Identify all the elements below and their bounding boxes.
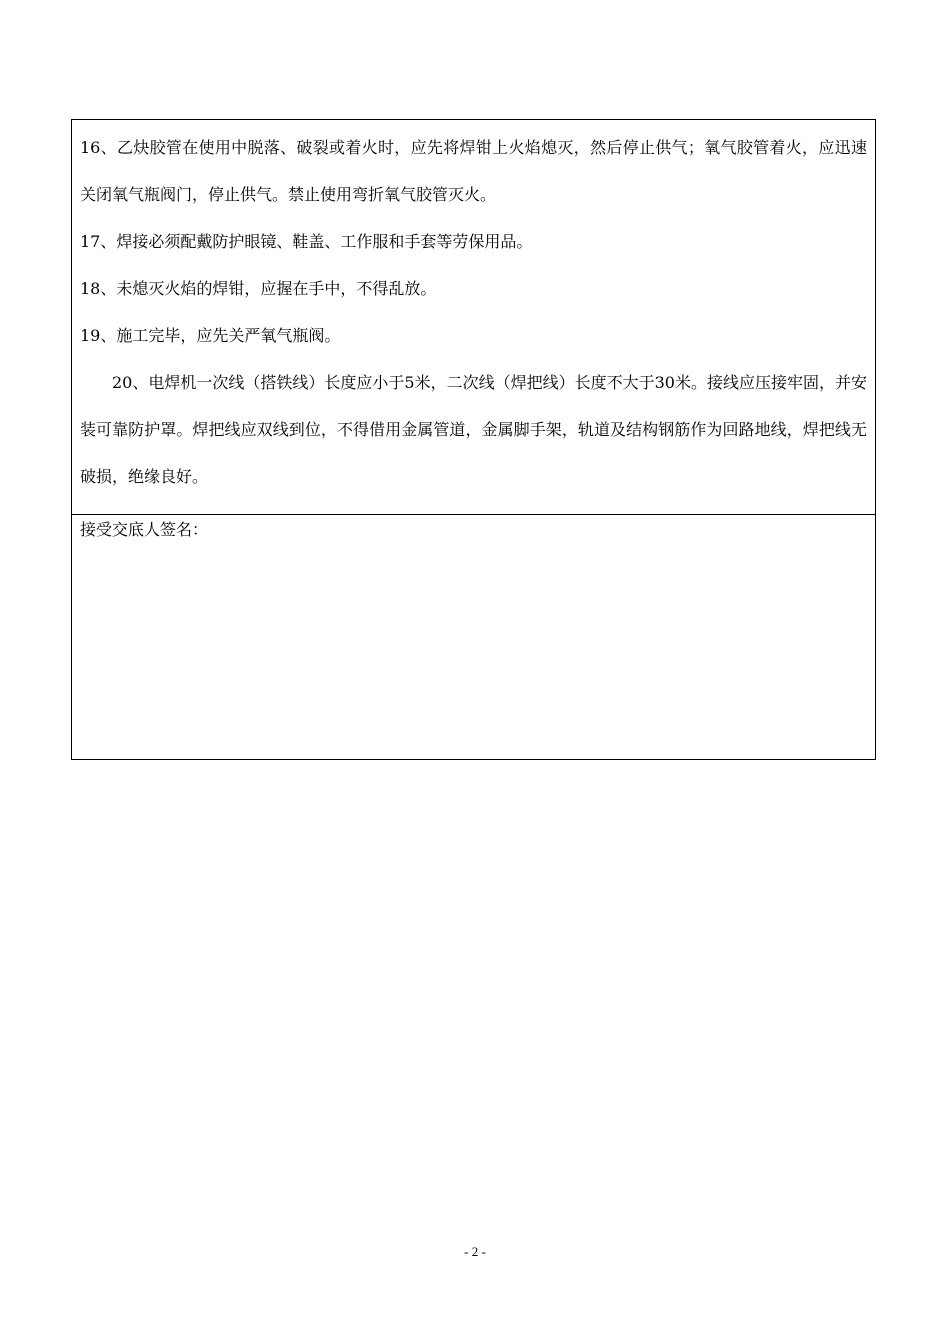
rule-16: 16、乙炔胶管在使用中脱落、破裂或着火时，应先将焊钳上火焰熄灭，然后停止供气；氧气胶管着火，应迅速关闭氧气瓶阀门，停止供气。禁止使用弯折氧气胶管灭火。 xyxy=(80,138,867,204)
page-number: - 2 - xyxy=(464,1244,486,1259)
rule-17: 17、焊接必须配戴防护眼镜、鞋盖、工作服和手套等劳保用品。 xyxy=(80,232,533,251)
content-cell xyxy=(72,120,875,515)
disclosure-table xyxy=(71,119,876,760)
signature-cell xyxy=(72,515,875,759)
rule-20: 20、电焊机一次线（搭铁线）长度应小于5米，二次线（焊把线）长度不大于30米。接线应压接牢固，并安装可靠防护罩。焊把线应双线到位，不得借用金属管道，金属脚手架，轨道及结构钢筋作为回路地线，焊把线无破损，绝缘良好。 xyxy=(80,373,867,486)
rule-19: 19、施工完毕，应先关严氧气瓶阀。 xyxy=(80,326,341,345)
rule-18: 18、未熄灭火焰的焊钳，应握在手中，不得乱放。 xyxy=(80,279,437,298)
signature-label: 接受交底人签名： xyxy=(80,520,209,539)
